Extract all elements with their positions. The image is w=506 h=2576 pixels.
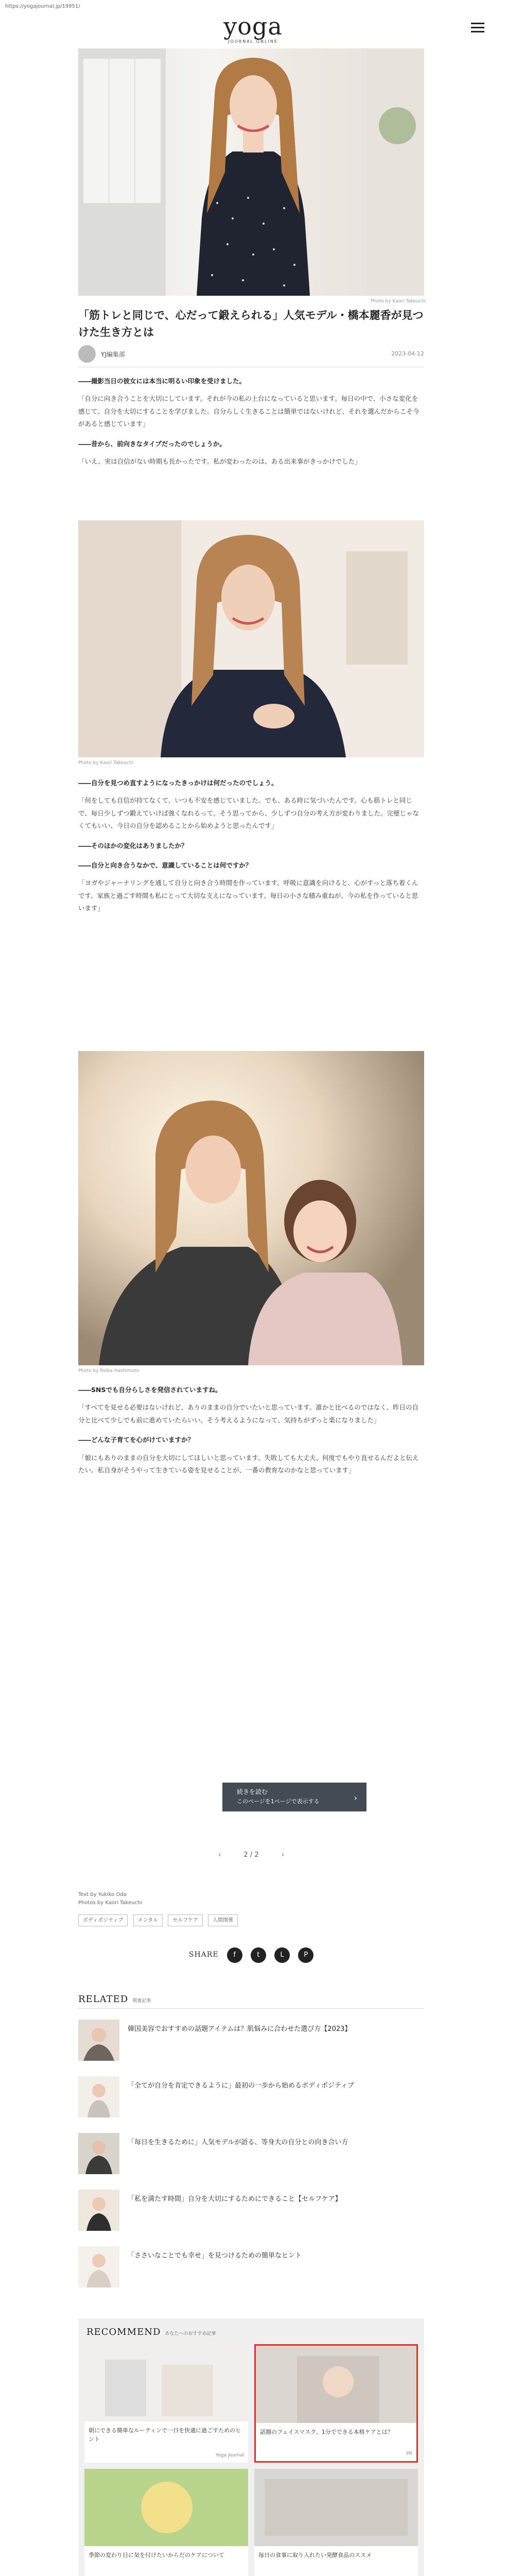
recommend-card[interactable] — [84, 2469, 248, 2576]
article-question: ――自分と向き合うなかで、意識していることは何ですか？ — [78, 861, 252, 869]
site-logo-sub: JOURNAL ONLINE — [228, 39, 278, 44]
recommend-card-title: 話題のフェイスマスク、1分でできる本格ケアとは？ — [260, 2429, 393, 2435]
tag-item[interactable]: メンタル — [133, 1914, 163, 1926]
hero-photo-illustration — [78, 48, 424, 296]
recommend-card-source: Yoga Journal — [215, 2452, 244, 2458]
article-question: ――そのほかの変化はありましたか？ — [78, 841, 188, 850]
read-all-banner[interactable] — [222, 1783, 367, 1811]
article-paragraph: 「いえ、実は自信がない時期も長かったです。私が変わったのは、ある出来事がきっかけでした」 — [78, 457, 361, 465]
author-avatar[interactable] — [78, 345, 96, 363]
hero-image — [78, 48, 424, 296]
article-photo-1 — [78, 520, 424, 757]
author-row — [78, 344, 424, 365]
related-thumb — [78, 2076, 119, 2117]
article-question: ――昔から、前向きなタイプだったのでしょうか。 — [78, 439, 226, 448]
recommend-card-image — [84, 2469, 248, 2546]
related-item[interactable] — [78, 2133, 424, 2174]
related-thumb — [78, 2246, 119, 2287]
prev-page-icon[interactable]: ‹ — [218, 1851, 221, 1859]
recommend-card[interactable] — [84, 2344, 248, 2463]
recommend-card-title: 毎日の食事に取り入れたい発酵食品のススメ — [258, 2552, 372, 2558]
related-item[interactable] — [78, 2246, 424, 2287]
related-heading — [78, 1992, 424, 2008]
article-paragraph: 「すべてを見せる必要はないけれど、ありのままの自分でいたいと思っています。誰かと比べるのではなく、昨日の自分と比べて少しでも前に進めていたらいい。そう考えるようになって、気持ちがずっと楽になりました」 — [78, 1403, 419, 1424]
photo-1-credit: Photo by Kaori Takeuchi — [78, 760, 134, 766]
article-paragraph: 「娘にもありのままの自分を大切にしてほしいと思っています。失敗しても大丈夫、何度でもやり直せるんだよと伝えたい。私自身がそうやって生きている姿を見せることが、一番の教育なのかなと思っています」 — [78, 1453, 419, 1474]
recommend-card-image — [84, 2344, 248, 2421]
article-question: ――どんな子育てを心がけていますか？ — [78, 1436, 195, 1444]
article-body-3 — [78, 1384, 424, 1477]
share-label: SHARE — [188, 1951, 219, 1959]
related-title: 韓国美容でおすすめの話題アイテムは？肌悩みに合わせた選び方【2023】 — [128, 2025, 352, 2033]
article-question: ――撮影当日の彼女には本当に明るい印象を受けました。 — [78, 377, 246, 385]
credit-photo: Photos by Kaori Takeuchi — [78, 1900, 143, 1906]
recommend-card[interactable] — [254, 2344, 418, 2463]
recommend-card[interactable] — [254, 2469, 418, 2576]
hero-credit: Photo by Kaori Takeuchi — [371, 299, 426, 304]
facebook-icon[interactable]: f — [227, 1947, 242, 1963]
twitter-icon[interactable]: t — [251, 1947, 266, 1963]
recommend-card-image — [254, 2469, 418, 2546]
recommend-card-source: PR — [406, 2451, 412, 2456]
related-heading-sub: 関連記事 — [132, 1998, 151, 2004]
tag-list — [78, 1914, 424, 1926]
recommend-heading-sub: あなたへのおすすめ記事 — [165, 2331, 216, 2336]
related-title: 「私を満たす時間」自分を大切にするためにできること【セルフケア】 — [128, 2195, 342, 2203]
article-photo-1-illustration — [78, 520, 424, 757]
share-row — [78, 1947, 424, 1963]
pagination-text: 2 / 2 — [243, 1851, 259, 1859]
related-divider — [78, 2008, 424, 2009]
article-question: ――自分を見つめ直すようになったきっかけは何だったのでしょう。 — [78, 779, 278, 787]
tag-item[interactable]: ボディポジティブ — [78, 1914, 128, 1926]
related-item[interactable] — [78, 2076, 424, 2117]
article-photo-2-illustration — [78, 1051, 424, 1365]
next-page-icon[interactable]: › — [281, 1851, 284, 1859]
author-name[interactable]: YJ編集部 — [101, 351, 125, 358]
photo-2-credit: Photo by Reika Hashimoto — [78, 1368, 139, 1374]
recommend-card-image — [256, 2346, 416, 2423]
related-thumb — [78, 2020, 119, 2061]
page-url: https://yogajournal.jp/19951/ — [5, 4, 80, 9]
article-body-2 — [78, 777, 424, 914]
article-paragraph: 「何をしても自信が持てなくて、いつも不安を感じていました。でも、ある時に気づいたんです。心も筋トレと同じで、毎日少しずつ鍛えていけば強くなれるって。そう思ってから、少しずつ自分の考え方が変わりました。完璧じゃなくてもいい、今日の自分を認めることから始めようと思ったんです」 — [78, 796, 420, 830]
related-title: 「全てが自分を肯定できるように」最初の一歩から始めるボディポジティブ — [128, 2082, 354, 2090]
related-title: 「毎日を生きるために」人気モデルが語る、等身大の自分との向き合い方 — [128, 2139, 348, 2146]
related-item[interactable] — [78, 2020, 424, 2061]
article-paragraph: 「自分に向き合うことを大切にしています。それが今の私の土台になっていると思います。毎日の中で、小さな変化を感じて、自分を大切にすることを学びました。自分らしく生きることは簡単ではないけれど、それを選んだからこそ今があると感じています」 — [78, 395, 420, 428]
read-all-sub: このページを1ページで表示する — [237, 1798, 320, 1805]
pagination — [78, 1850, 424, 1861]
recommend-section — [78, 2318, 424, 2576]
recommend-card-title: 朝にできる簡単なルーティンで一日を快適に過ごすためのヒント — [89, 2427, 241, 2443]
tag-item[interactable]: セルフケア — [168, 1914, 203, 1926]
article-body-1 — [78, 375, 424, 468]
related-thumb — [78, 2190, 119, 2231]
site-logo[interactable]: yoga — [223, 12, 283, 40]
credit-text: Text by Yukiko Oda — [78, 1892, 127, 1897]
pinterest-icon[interactable]: P — [298, 1947, 313, 1963]
related-title: 「ささいなことでも幸せ」を見つけるための簡単なヒント — [128, 2252, 302, 2260]
read-all-label: 続きを読む — [237, 1788, 268, 1795]
recommend-heading — [86, 2325, 216, 2341]
article-paragraph: 「ヨガやジャーナリングを通して自分と向き合う時間を作っています。呼吸に意識を向けると、心がすっと落ち着くんです。家族と過ごす時間も私にとって大切な支えになっています。毎日の小さな積み重ねが、今の私を作っていると思います」 — [78, 879, 418, 912]
article-title: 「筋トレと同じで、心だって鍛えられる」人気モデル・橋本麗香が見つけた生き方とは — [78, 309, 424, 338]
site-header — [0, 11, 506, 48]
hamburger-menu-icon[interactable] — [471, 23, 484, 33]
recommend-card-title: 季節の変わり目に気を付けたいからだのケアについて — [89, 2552, 224, 2558]
article-photo-2 — [78, 1051, 424, 1365]
line-icon[interactable]: L — [274, 1947, 290, 1963]
arrow-right-icon: › — [354, 1793, 357, 1803]
related-thumb — [78, 2133, 119, 2174]
recommend-heading-text: RECOMMEND — [86, 2327, 161, 2337]
tag-item[interactable]: 人間関係 — [208, 1914, 238, 1926]
related-heading-text: RELATED — [78, 1994, 129, 2005]
article-credits — [78, 1891, 424, 1907]
article-question: ――SNSでも自分らしさを発信されていますね。 — [78, 1386, 222, 1394]
related-item[interactable] — [78, 2190, 424, 2231]
publish-date: 2023-04-12 — [391, 350, 424, 357]
